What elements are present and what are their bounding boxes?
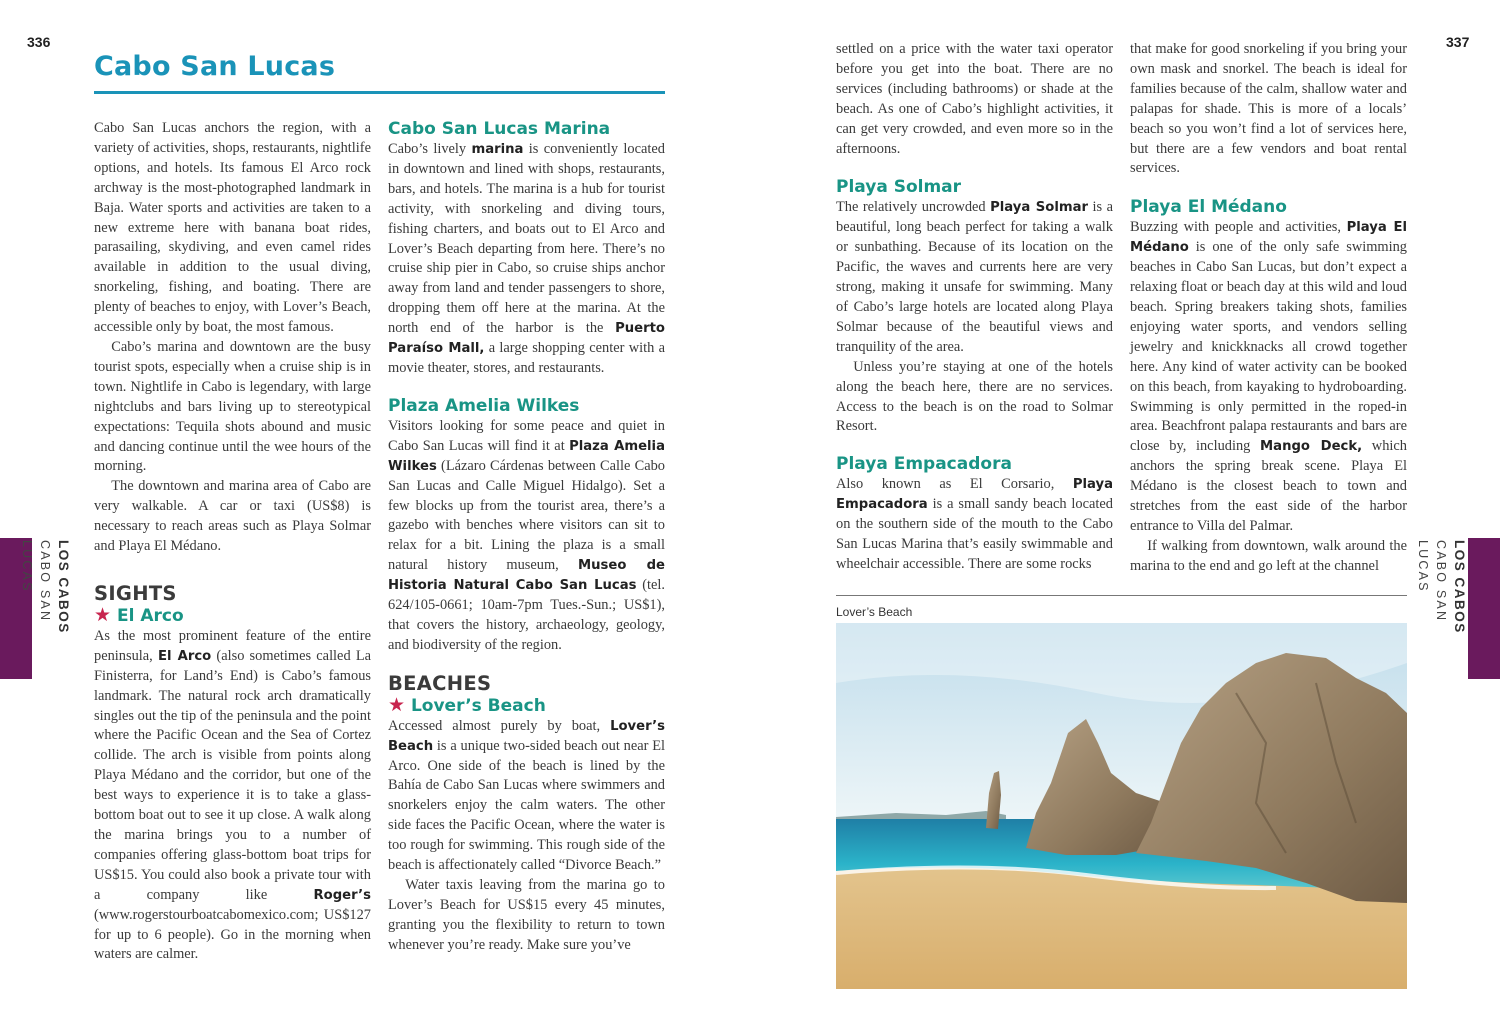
running-head-city: CABO SAN LUCAS bbox=[20, 540, 52, 623]
bold-term: Playa Solmar bbox=[990, 200, 1089, 216]
paragraph-empacadora: Also known as El Corsario, Playa Empacadora is a small sandy beach located on the southern side of the mouth to the Cabo San Lucas Marina that’s easily swimmable and wheelchair accessible. There are some rocks bbox=[836, 476, 1113, 572]
bold-term: El Arco bbox=[157, 648, 212, 664]
title-rule bbox=[94, 91, 665, 94]
paragraph-lovers-beach: Accessed almost purely by boat, Lover’s Beach is a unique two-sided beach out near El Arco. One side of the beach is lined by the Bahía de Cabo San Lucas where swimmers and snorkelers enjoy the calm waters. The other side faces the Pacific Ocean, where the water is too rough for swimming. This rough side of the beach is affectionately called “Divorce Beach.” bbox=[388, 717, 665, 874]
bold-term: marina bbox=[471, 142, 524, 157]
page-number-right: 337 bbox=[1446, 34, 1470, 50]
subheading-plaza: Plaza Amelia Wilkes bbox=[388, 395, 580, 416]
paragraph: Unless you’re staying at one of the hotels along the beach here, there are no services. Access to the beach is on the road to Solmar Resort. bbox=[836, 358, 1113, 435]
bold-term: Playa Empacadora bbox=[836, 477, 1113, 513]
lovers-beach-photo bbox=[836, 623, 1407, 989]
page-number-left: 336 bbox=[27, 34, 51, 50]
running-head-right bbox=[1416, 540, 1468, 680]
bold-term: Plaza Amelia Wilkes bbox=[388, 438, 665, 474]
running-head-left bbox=[20, 540, 72, 680]
star-icon: ★ bbox=[388, 693, 406, 716]
column-1 bbox=[94, 119, 371, 965]
section-heading-sights: SIGHTS bbox=[94, 581, 177, 605]
column-4 bbox=[1130, 40, 1407, 577]
paragraph: The downtown and marina area of Cabo are very walkable. A car or taxi (US$8) is necessary to reach areas such as Playa Solmar and Playa El Médano. bbox=[94, 478, 371, 555]
running-head-region: LOS CABOS bbox=[56, 540, 71, 634]
running-head-region: LOS CABOS bbox=[1452, 540, 1467, 634]
paragraph: Water taxis leaving from the marina go to Lover’s Beach for US$15 every 45 minutes, granting you the flexibility to return to town whenever you’re ready. Make sure you’ve bbox=[388, 877, 665, 953]
bold-term: Mango Deck, bbox=[1260, 439, 1363, 455]
paragraph: If walking from downtown, walk around the marina to the end and go left at the channel bbox=[1130, 537, 1407, 574]
section-heading-beaches: BEACHES bbox=[388, 671, 492, 695]
column-3 bbox=[836, 40, 1113, 575]
paragraph-el-arco: As the most prominent feature of the entire peninsula, El Arco (also sometimes called La Finisterra, for Land’s End) is Cabo’s famous landmark. The natural rock arch dramatically singles out the tip of the peninsula and the point where the Pacific Ocean and the Sea of Cortez collide. The arch is visible from points along Playa Médano and the corridor, but one of the best ways to experience it is to take a glass-bottom boat out to see it up close. A walk along the marina brings you to a number of companies offering glass-bottom boat trips for US$15. You could also book a private tour with a company like Roger’s (www.rogerstourboatcabomexico.com; US$127 for up to 6 people). Go in the morning when waters are calmer. bbox=[94, 627, 371, 963]
subheading-medano: Playa El Médano bbox=[1130, 197, 1287, 218]
paragraph: settled on a price with the water taxi operator before you get into the boat. There are no services (including bathrooms) or shade at the beach. As one of Cabo’s highlight activities, it can get very crowded, and even more so in the afternoons. bbox=[836, 41, 1113, 157]
subheading-el-arco bbox=[94, 605, 371, 627]
bold-term: Museo de Historia Natural Cabo San Lucas bbox=[388, 558, 665, 594]
paragraph: that make for good snorkeling if you bring your own mask and snorkel. The beach is ideal for families because of the calm, shallow water and palapas for shade. This is more of a locals’ beach so you won’t find a lot of services here, but there are a few vendors and boat rental services. bbox=[1130, 41, 1407, 177]
subheading-marina: Cabo San Lucas Marina bbox=[388, 119, 611, 139]
column-2 bbox=[388, 119, 665, 956]
subheading-text: El Arco bbox=[116, 605, 184, 626]
star-icon: ★ bbox=[94, 603, 112, 626]
caption-rule bbox=[836, 595, 1407, 596]
paragraph-solmar: The relatively uncrowded Playa Solmar is a beautiful, long beach perfect for taking a walk or sunbathing. Because of its location on the Pacific, the waves and currents here are very strong, making it unsafe for swimming. Many of Cabo’s large hotels are located along Playa Solmar because of the beautiful views and tranquility of the area. bbox=[836, 199, 1113, 355]
subheading-empacadora: Playa Empacadora bbox=[836, 454, 1012, 475]
paragraph: Cabo San Lucas anchors the region, with a variety of activities, shops, restaurants, nightlife options, and hotels. Its famous El Arco rock archway is the most-photographed landmark in Baja. Water sports and activities are taken to a new extreme here with banana boat rides, parasailing, skydiving, and even camel rides available in addition to the usual diving, snorkeling, fishing, and boating. There are plenty of beaches to enjoy, with Lover’s Beach, accessible only by boat, the most famous. bbox=[94, 120, 371, 336]
paragraph-marina: Cabo’s lively marina is conveniently located in downtown and lined with shops, restaurants, bars, and hotels. The marina is a hub for tourist activity, with snorkeling and diving tours, fishing charters, and boats out to El Arco and Lover’s Beach departing from here. There’s no cruise ship pier in Cabo, so cruise ships anchor away from land and tender passengers to shore, dropping them off here at the marina. At the north end of the harbor is the Puerto Paraíso Mall, a large shopping center with a movie theater, stores, and restaurants. bbox=[388, 141, 665, 376]
paragraph: Cabo’s marina and downtown are the busy tourist spots, especially when a cruise ship is in town. Nightlife in Cabo is legendary, with large nightclubs and bars living up to stereotypical expectations: Tequila shots abound and music and dancing continue until the wee hours of the morning. bbox=[94, 338, 371, 475]
subheading-solmar: Playa Solmar bbox=[836, 177, 962, 198]
running-head-city: CABO SAN LUCAS bbox=[1416, 540, 1448, 623]
subheading-text: Lover’s Beach bbox=[410, 695, 546, 716]
side-tab-right bbox=[1468, 538, 1500, 679]
bold-term: Lover’s Beach bbox=[388, 718, 665, 754]
bold-term: Roger’s bbox=[313, 887, 371, 903]
bold-term: Puerto Paraíso Mall, bbox=[388, 321, 665, 357]
photo-caption: Lover’s Beach bbox=[836, 605, 913, 619]
paragraph-medano: Buzzing with people and activities, Playa El Médano is one of the only safe swimming beaches in Cabo San Lucas, but don’t expect a relaxing float or beach day at this wild and loud beach. Spring breakers taking shots, families enjoying water sports, and vendors selling jewelry and knickknacks all crowd together here. Any kind of water activity can be booked on this beach, from kayaking to hydroboarding. Swimming is only permitted in the roped-in area. Beachfront palapa restaurants and bars are close by, including Mango Deck, which anchors the spring break scene. Playa El Médano is the closest beach to town and stretches from the east side of the harbor entrance to Villa del Palmar. bbox=[1130, 219, 1407, 534]
bold-term: Playa El Médano bbox=[1130, 220, 1407, 256]
subheading-lovers-beach bbox=[388, 695, 665, 717]
paragraph-plaza: Visitors looking for some peace and quiet in Cabo San Lucas will find it at Plaza Amelia Wilkes (Lázaro Cárdenas between Calle Cabo San Lucas and Calle Miguel Hidalgo). Set a few blocks up from the tourist area, there’s a gazebo with benches where visitors can sit to relax for a bit. Lining the plaza is a small natural history museum, Museo de Historia Natural Cabo San Lucas (tel. 624/105-0661; 10am-7pm Tues.-Sun.; US$1), that covers the history, archaeology, geology, and biodiversity of the region. bbox=[388, 417, 665, 653]
page-title: Cabo San Lucas bbox=[94, 51, 336, 82]
